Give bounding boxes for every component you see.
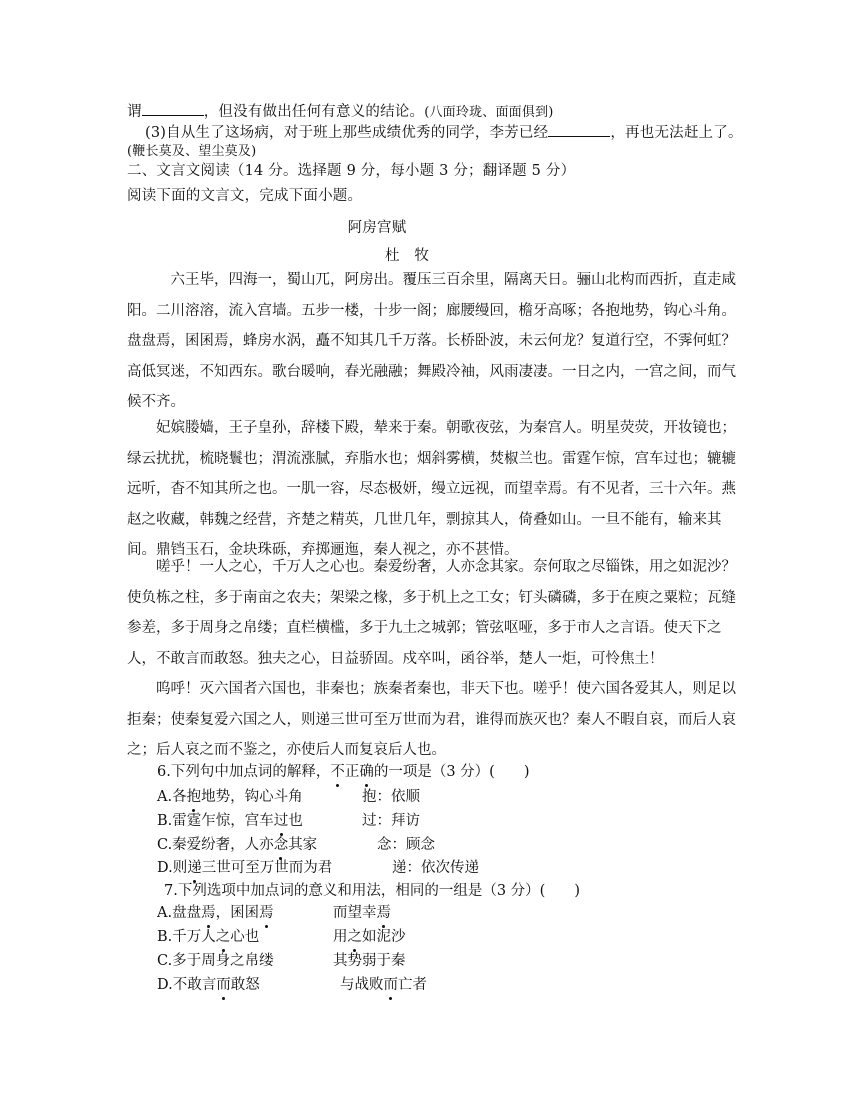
- text-fragment: C.秦爱纷奢，人亦: [157, 837, 274, 853]
- text-fragment: 的一项是（3 分）( ): [373, 764, 530, 780]
- text-fragment: B.千万人: [157, 929, 216, 945]
- question-7-stem: 7.下列选项中加点词的意义和用法，相同的一组是（3 分）( ): [164, 883, 580, 899]
- text-fragment: 正: [344, 764, 360, 780]
- text-fragment: D.则: [157, 860, 188, 876]
- text-fragment: 其家: [288, 837, 318, 853]
- text-fragment: 于: [376, 953, 391, 969]
- text-fragment: A.各: [157, 789, 187, 805]
- q7-option-a-compare: [333, 903, 391, 923]
- text-fragment: B.雷霆乍惊，宫车: [157, 813, 274, 829]
- q6-option-d-gloss: 递：依次传递: [392, 860, 479, 876]
- answer-blank: [142, 101, 204, 116]
- q7-option-c: [157, 951, 274, 971]
- text-fragment: 与战败: [340, 977, 384, 993]
- text-fragment: 周身之帛缕: [201, 953, 274, 969]
- dotted-char: 不: [330, 764, 345, 780]
- exercise-line-3: [145, 122, 755, 143]
- passage-paragraph-2: 妃嫔媵嫱，王子皇孙，辞楼下殿，辇来于秦。朝歌夜弦，为秦宫人。明星荧荧，开妆镜也；绿云扰扰，梳晓鬟也；渭流涨腻，弃脂水也；烟斜雾横，焚椒兰也。雷霆乍惊，宫车过也；辘辘远听，杳不知其所之也。一肌一容，尽态极妍，缦立远视，而望幸焉。有不见者，三十六年。燕赵之收藏，韩魏之经营，齐楚之精英，几世几年，剽掠其人，倚叠如山。一旦不能有，输来其间。鼎铛玉石，金块珠砾，弃掷逦迤，秦人视之，亦不甚惜。: [127, 420, 736, 558]
- dotted-char: 而: [383, 977, 398, 993]
- word-choices: (鞭长莫及、望尘莫及): [127, 144, 257, 159]
- passage-paragraph-4: 呜呼！灭六国者六国也，非秦也；族秦者秦也，非天下也。嗟乎！使六国各爱其人，则足以拒秦；使秦复爱六国之人，则递三世可至万世而为君，谁得而族灭也？秦人不暇自哀，而后人哀之；后人哀之而不鉴之，亦使后人而复哀后人也。: [127, 681, 736, 758]
- text-fragment: 三世可至万世而为君: [201, 860, 333, 876]
- q7-option-c-compare: [333, 951, 406, 971]
- q6-option-a: [157, 787, 303, 807]
- q6-option-c: [157, 835, 317, 855]
- text-fragment: 6.下列句中加点词的解释，: [157, 764, 331, 780]
- question-6-stem: [157, 762, 530, 782]
- text-fragment: 亡者: [398, 977, 427, 993]
- q7-option-a: [157, 903, 274, 923]
- text-fragment: ，囷囷: [215, 905, 260, 921]
- q6-option-b: [157, 811, 303, 831]
- passage-author: 杜 牧: [384, 248, 430, 264]
- passage-paragraph-3: 嗟乎！一人之心，千万人之心也。秦爱纷奢，人亦念其家。奈何取之尽锱铢，用之如泥沙？使负栋之柱，多于南亩之农夫；架梁之椽，多于机上之工女；钉头磷磷，多于在庾之粟粒；瓦缝参差，多于周身之帛缕；直栏横槛，多于九土之城郭；管弦呕哑，多于市人之言语。使天下之人，不敢言而敢怒。独夫之心，日益骄固。戍卒叫，函谷举，楚人一炬，可怜焦土！: [127, 559, 736, 667]
- text-fragment: 地势，钩心斗角: [201, 789, 303, 805]
- text-fragment: 而望幸: [333, 905, 377, 921]
- dotted-char: 焉: [201, 905, 216, 921]
- dotted-char: 抱: [186, 789, 202, 805]
- text-fragment: 敢怒: [230, 977, 260, 993]
- q6-option-b-gloss: 过：拜访: [362, 813, 420, 829]
- dotted-char: 递: [187, 860, 202, 876]
- text-fragment: ，再也无法赶上了。: [610, 125, 743, 141]
- instruction-text: 阅读下面的文言文，完成下面小题。: [127, 188, 363, 204]
- dotted-char: 确: [359, 764, 374, 780]
- q7-option-d: [157, 975, 260, 995]
- passage-title: 阿房宫赋: [347, 220, 407, 236]
- text-fragment: 于: [186, 953, 202, 969]
- text-fragment: 谓: [127, 104, 142, 120]
- answer-blank: [548, 122, 610, 137]
- text-fragment: D.不敢言: [157, 977, 217, 993]
- section-heading: 二、文言文阅读（14 分。选择题 9 分，每小题 3 分；翻译题 5 分）: [127, 163, 576, 179]
- text-fragment: 用: [333, 929, 348, 945]
- text-fragment: C.多: [157, 953, 187, 969]
- dotted-char: 之: [347, 929, 362, 945]
- dotted-char: 念: [273, 837, 289, 853]
- dotted-char: 过: [273, 813, 289, 829]
- q7-option-b: [157, 927, 259, 947]
- q7-option-d-compare: [340, 975, 427, 995]
- dotted-char: 焉: [259, 905, 274, 921]
- text-fragment: A.盘盘: [157, 905, 202, 921]
- passage-paragraph-1: 六王毕，四海一，蜀山兀，阿房出。覆压三百余里，隔离天日。骊山北构而西折，直走咸阳。二川溶溶，流入宫墙。五步一楼，十步一阁；廊腰缦回，檐牙高啄；各抱地势，钩心斗角。盘盘焉，囷囷焉，蜂房水涡，矗不知其几千万落。长桥卧波，未云何龙？复道行空，不霁何虹？高低冥迷，不知西东。歌台暖响，春光融融；舞殿冷袖，风雨凄凄。一日之内，一宫之间，而气候不齐。: [127, 272, 736, 410]
- q6-option-a-gloss: 抱：依顺: [362, 789, 420, 805]
- dotted-char: 而: [216, 977, 231, 993]
- exercise-line-2-end: [127, 101, 737, 123]
- dotted-char: 之: [215, 929, 231, 945]
- text-fragment: (3)自从生了这场病，对于班上那些成绩优秀的同学，李芳已经: [145, 125, 549, 141]
- q6-option-d: [157, 858, 332, 878]
- text-fragment: 其势弱: [333, 953, 377, 969]
- q6-option-c-gloss: 念：顾念: [377, 837, 435, 853]
- text-fragment: 如泥沙: [362, 929, 406, 945]
- q7-option-b-compare: [333, 927, 406, 947]
- text-fragment: 也: [288, 813, 303, 829]
- text-fragment: 秦: [391, 953, 406, 969]
- word-choices: (八面玲珑、面面俱到): [424, 105, 554, 120]
- dotted-char: 焉: [376, 905, 391, 921]
- text-fragment: 心也: [230, 929, 260, 945]
- text-fragment: ，但没有做出任何有意义的结论。: [203, 104, 425, 120]
